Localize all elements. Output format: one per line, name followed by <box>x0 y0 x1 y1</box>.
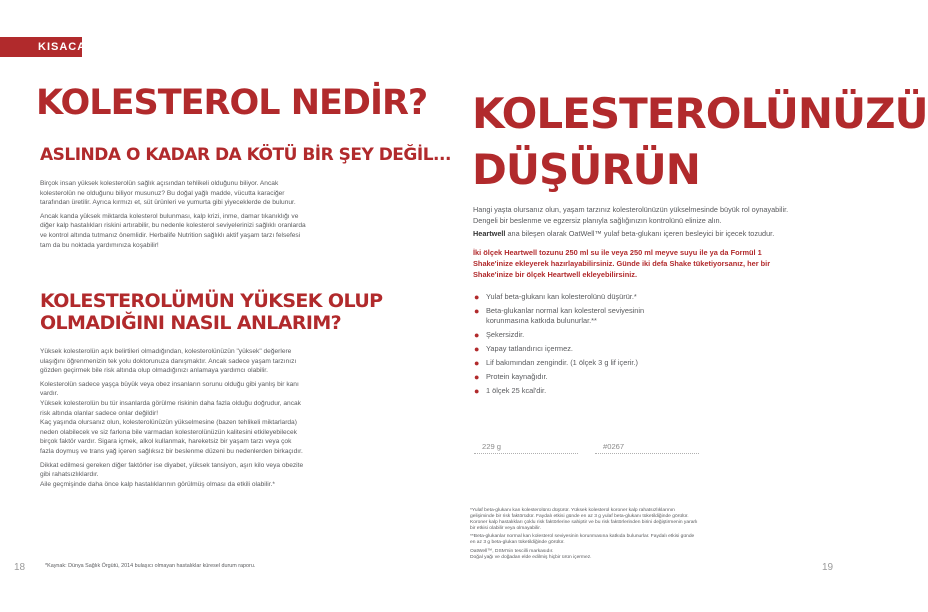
bullet-icon: ● <box>474 344 480 354</box>
bullet-icon: ● <box>474 358 480 368</box>
section-heading-line: OLMADIĞINI NASIL ANLARIM? <box>40 312 342 334</box>
section-paragraph: Yüksek kolesterolün açık belirtileri olmadığından, kolesterolünüzün "yüksek" değerlere ulaşığını öğrenmenizin tek yolu doktorunuza danışmaktır. Ancak sadece yaşam tarzınızı gözden geçirmek bile risk altında olup olmadığınızı anlamaya yardımcı olabilir. <box>40 348 297 375</box>
intro-paragraph: Ancak kanda yüksek miktarda kolesterol bulunması, kalp krizi, inme, damar tıkanıklığı ve diğer kalp hastalıkları riskini artırabilir, bu nedenle kolesterol seviyelerinizi sağlıklı oranlarda ve kontrol altında tutmanız önemlidir. Herbalife Nutrition sağlıklı aktif yaşam tarzı felsefesi tam da bu noktada yardımınıza koşabilir! <box>40 212 306 249</box>
divider <box>474 453 578 454</box>
list-item <box>473 386 673 396</box>
bullet-icon: ● <box>474 306 480 316</box>
bullet-icon: ● <box>474 372 480 382</box>
list-item-text: Şekersizdir. <box>486 330 525 339</box>
brand-name: Heartwell <box>473 229 506 238</box>
page-subtitle: ASLINDA O KADAR DA KÖTÜ BİR ŞEY DEĞİL... <box>40 145 451 165</box>
footnote: OatWell™, DSM'nin tescilli markasıdır. <box>470 548 554 554</box>
footnote: **Beta-glukanlar normal kan kolesterol seviyesinin korunmasına katkıda bulunurlar. Faydalı etkisi günde en az 3 g beta-glukan tüketildiğinde görülür. <box>470 534 695 546</box>
bullet-icon: ● <box>474 330 480 340</box>
footnote: Doğal yağı ve doğadan elde edilmiş hiçbir ürün içermez. <box>470 554 592 560</box>
divider <box>595 453 699 454</box>
right-intro-paragraph: Hangi yaşta olursanız olun, yaşam tarzınız kolesterolünüzün yükselmesinde büyük rol oynayabilir. Dengeli bir beslenme ve egzersiz planıyla sağlığınızın kontrolünü elinize alın. <box>473 205 789 225</box>
section-heading-line: KOLESTEROLÜMÜN YÜKSEK OLUP <box>40 290 383 312</box>
product-size: 229 g <box>482 442 502 451</box>
list-item <box>473 292 673 302</box>
benefits-list <box>473 292 673 400</box>
page-number-left: 18 <box>14 562 26 573</box>
list-item-text: Yulaf beta-glukanı kan kolesterolünü düşürür.* <box>486 292 637 301</box>
list-item-text: Yapay tatlandırıcı içermez. <box>486 344 573 353</box>
list-item <box>473 372 673 382</box>
right-footnotes <box>470 508 700 563</box>
list-item-text: Protein kaynağıdır. <box>486 372 548 381</box>
list-item <box>473 344 673 354</box>
intro-text <box>40 179 308 254</box>
brand-description: ana bileşen olarak OatWell™ yulaf beta-glukanı içeren besleyici bir içecek tozudur. <box>505 229 775 238</box>
right-title-line: KOLESTEROLÜNÜZÜ <box>472 89 928 138</box>
source-footnote: *Kaynak: Dünya Sağlık Örgütü, 2014 bulaşıcı olmayan hastalıklar küresel durum raporu. <box>45 563 256 569</box>
section-paragraph: Dikkat edilmesi gereken diğer faktörler ise diyabet, yüksek tansiyon, aşırı kilo veya obezite gibi rahatsızlıklardır. Aile geçmişinde daha önce kalp hastalıklarının görülmüş olması da etkili olabilir.* <box>40 461 304 488</box>
right-intro-paragraph <box>473 228 813 239</box>
product-code: #0267 <box>603 442 625 451</box>
page-number-right: 19 <box>822 562 834 573</box>
list-item <box>473 358 673 368</box>
section-body <box>40 347 306 493</box>
section-heading <box>40 290 382 334</box>
intro-paragraph: Birçok insan yüksek kolesterolün sağlık açısından tehlikeli olduğunu biliyor. Ancak kolesterolün ne olduğunu biliyor musunuz? Bu doğal yağlı madde, vücutta karaciğer tarafından üretilir. Ayrıca kırmızı et, süt ürünleri ve yumurta gibi yiyeceklerde de bulunur. <box>40 180 296 207</box>
section-label: KISACA <box>38 41 87 53</box>
bullet-icon: ● <box>474 386 480 396</box>
section-paragraph: Kolesterolün sadece yaşça büyük veya obez insanların sorunu olduğu gibi yanlış bir kanı vardır. Yüksek kolesterolün bu tür insanlarda görülme riskinin daha fazla olduğu doğrudur, ancak risk altında olanlar sadece onlar değildir! Kaç yaşında olursanız olun, kolesterolünüzün yükselmesine (bazen tehlikeli miktarlarda) neden olabilecek ve siz farkına bile varmadan kolesterolünüzün kalitesini etkileyebilecek birçok faktör vardır. Sigara içmek, alkol kullanmak, hareketsiz bir yaşam tarzı veya çok fazla doymuş ve trans yağ içeren sağlıksız bir beslenme düzeni bu nedenlerden birkaçıdır. <box>40 380 303 455</box>
right-page-title <box>472 86 928 198</box>
list-item <box>473 330 673 340</box>
right-title-line: DÜŞÜRÜN <box>472 145 700 194</box>
preparation-highlight: İki ölçek Heartwell tozunu 250 ml su ile veya 250 ml meyve suyu ile ya da Formül 1 Shake'inize ekleyerek hazırlayabilirsiniz. Günde iki defa Shake tüketiyorsanız, her bir Shake'inize bir ölçek Heartwell ekleyebilirsiniz. <box>473 248 771 279</box>
footnote: *Yulaf beta-glukanı kan kolesterolünü düşürür. Yüksek kolesterol koroner kalp rahatsızlıklarının gelişiminde bir risk faktörüdür. Faydalı etkisi günde en az 3 g yulaf beta-glukanı tüketildiğinde görülür. Koroner kalp hastalıkları çoklu risk faktörlerine sahiptir ve bu risk faktörlerinden birini değiştirmenin yararlı bir etkisi olabilir veya olmayabilir. <box>470 508 698 532</box>
list-item-text: 1 ölçek 25 kcal'dir. <box>486 386 547 395</box>
list-item <box>473 306 673 326</box>
bullet-icon: ● <box>474 292 480 302</box>
list-item-text: Lif bakımından zengindir. (1 ölçek 3 g lif içerir.) <box>486 358 638 367</box>
right-intro-text <box>473 204 813 241</box>
list-item-text: Beta-glukanlar normal kan kolesterol seviyesinin korunmasına katkıda bulunurlar.** <box>486 306 645 325</box>
page-title: KOLESTEROL NEDİR? <box>36 83 428 123</box>
